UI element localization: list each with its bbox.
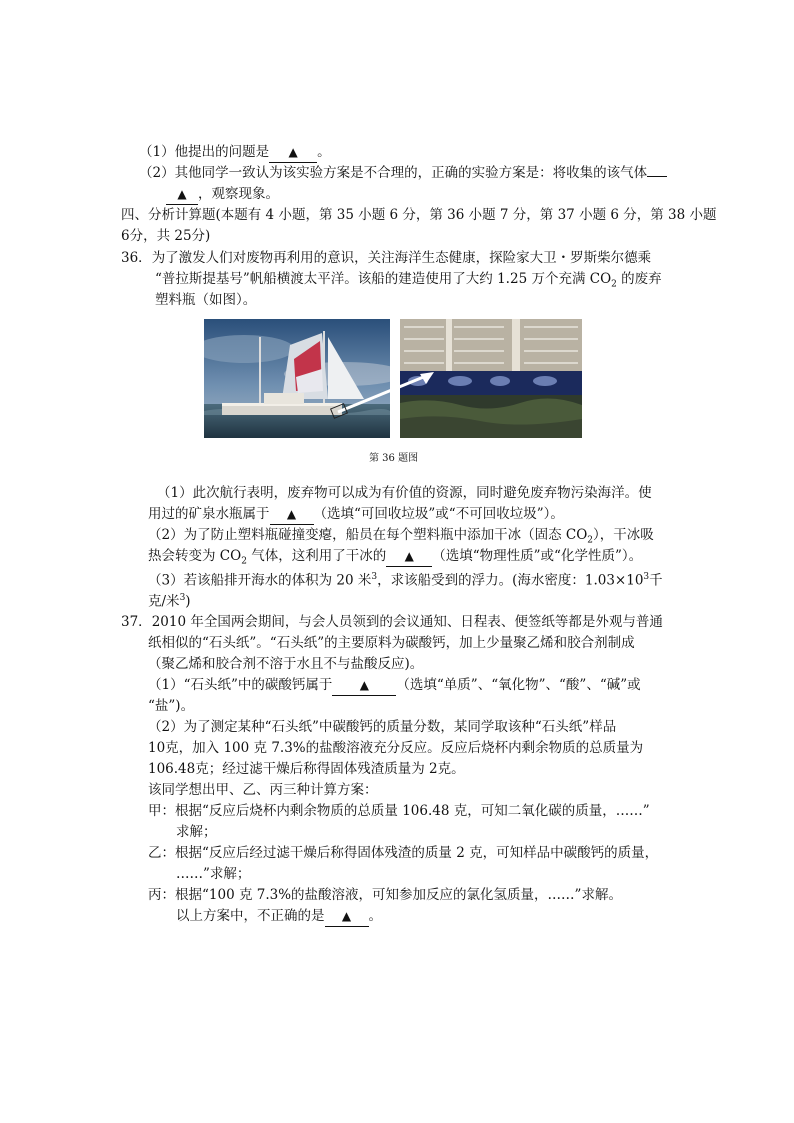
q36-part2-line-1: （2）为了防止塑料瓶碰撞变瘪，船员在每个塑料瓶中添加干冰（固态 $CO_2$），干冰吸 xyxy=(148,527,654,546)
q37-part2-line-1: （2）为了测定某种“石头纸”中碳酸钙的质量分数，某同学取该种“石头纸”样品 xyxy=(148,719,617,735)
answer-blank[interactable] xyxy=(386,546,432,567)
figure-caption: 第 36 题图 xyxy=(369,453,419,464)
q37-intro-3: （聚乙烯和胶合剂不溶于水且不与盐酸反应)。 xyxy=(148,656,424,672)
q37-option-yi: 乙：根据“反应后经过滤干燥后称得固体残渣的质量 2 克，可知样品中碳酸钙的质量， xyxy=(148,845,659,861)
q37-option-bing: 丙：根据“100 克 7.3%的盐酸溶液，可知参加反应的氯化氢质量，……”求解。 xyxy=(148,887,622,903)
answer-marker: ▲ xyxy=(404,549,414,563)
q36-part1-line-1: （1）此次航行表明，废弃物可以成为有价值的资源，同时避免废弃物污染海洋。使 xyxy=(157,485,652,501)
q36-part2-line-2: 热会转变为 $CO_2$ 气体，这利用了干冰的 ▲ （选填“物理性质”或“化学性质”）。 xyxy=(148,548,643,567)
q36-intro-2: “普拉斯提基号”帆船横渡太平洋。该船的建造使用了大约 1.25 万个充满 $CO_2$ 的废弃 xyxy=(155,271,662,290)
answer-blank[interactable] xyxy=(270,504,314,525)
q36-intro-1: 36．为了激发人们对废物再利用的意识，关注海洋生态健康，探险家大卫・罗斯柴尔德乘 xyxy=(121,250,652,266)
q37-intro-2: 纸相似的“石头纸”。“石头纸”的主要原料为碳酸钙，加上少量聚乙烯和胶合剂制成 xyxy=(148,635,635,651)
q35-line-1: （1）他提出的问题是 ▲ 。 xyxy=(139,142,331,163)
answer-marker: ▲ xyxy=(177,187,187,201)
q36-intro-3: 塑料瓶（如图）。 xyxy=(155,292,257,308)
section-heading: 四、分析计算题(本题有 4 小题，第 35 小题 6 分，第 36 小题 7 分，第 37 小题 6 分，第 38 小题 xyxy=(121,207,717,223)
q36-part3-line-1: （3）若该船排开海水的体积为 20 米$^3$，求该船受到的浮力。(海水密度：$1.03\times 10^3$千 xyxy=(148,572,663,589)
q37-option-jia: 甲：根据“反应后烧杯内剩余物质的总质量 106.48 克，可知二氧化碳的质量，……” xyxy=(148,803,650,819)
answer-marker: ▲ xyxy=(288,145,298,159)
q37-final-line: 以上方案中，不正确的是 ▲ 。 xyxy=(176,906,382,927)
q37-part2-line-2: 10克，加入 100 克 7.3%的盐酸溶液充分反应。反应后烧杯内剩余物质的总质量为 xyxy=(148,740,644,756)
answer-blank[interactable] xyxy=(332,675,396,696)
q37-option-jia-cont: 求解； xyxy=(176,824,217,840)
answer-blank[interactable] xyxy=(647,176,667,177)
q35-line-3: ▲ ，观察现象。 xyxy=(166,184,279,205)
question-number: 37． xyxy=(121,614,152,630)
figure-arrow xyxy=(330,362,440,422)
answer-marker: ▲ xyxy=(341,909,352,923)
answer-blank[interactable] xyxy=(269,142,317,163)
q37-part2-line-3: 106.48克；经过滤干燥后称得固体残渣质量为 2克。 xyxy=(148,761,465,777)
q37-part1-line-1: （1）“石头纸”中的碳酸钙属于 ▲ （选填“单质”、“氧化物”、“酸”、“碱”或 xyxy=(148,675,641,696)
answer-marker: ▲ xyxy=(359,678,370,692)
q37-part2-line-4: 该同学想出甲、乙、丙三种计算方案： xyxy=(148,782,378,798)
q37-part1-line-2: “盐”)。 xyxy=(148,698,195,714)
answer-blank[interactable] xyxy=(325,906,369,927)
question-number: 36． xyxy=(121,250,152,266)
q36-part1-line-2: 用过的矿泉水瓶属于 ▲ （选填“可回收垃圾”或“不可回收垃圾”）。 xyxy=(148,504,564,525)
section-heading-cont: 6分，共 25分) xyxy=(121,228,211,244)
q36-part3-line-2: 克/米$^3$) xyxy=(148,593,191,610)
q35-line-2: （2）其他同学一致认为该实验方案是不合理的，正确的实验方案是：将收集的该气体 xyxy=(139,163,667,183)
q37-option-yi-cont: ……”求解； xyxy=(176,866,251,882)
q37-intro-1: 37．2010 年全国两会期间，与会人员领到的会议通知、日程表、便签纸等都是外观与普通 xyxy=(121,614,663,630)
answer-blank[interactable] xyxy=(166,184,198,205)
answer-marker: ▲ xyxy=(286,507,297,521)
